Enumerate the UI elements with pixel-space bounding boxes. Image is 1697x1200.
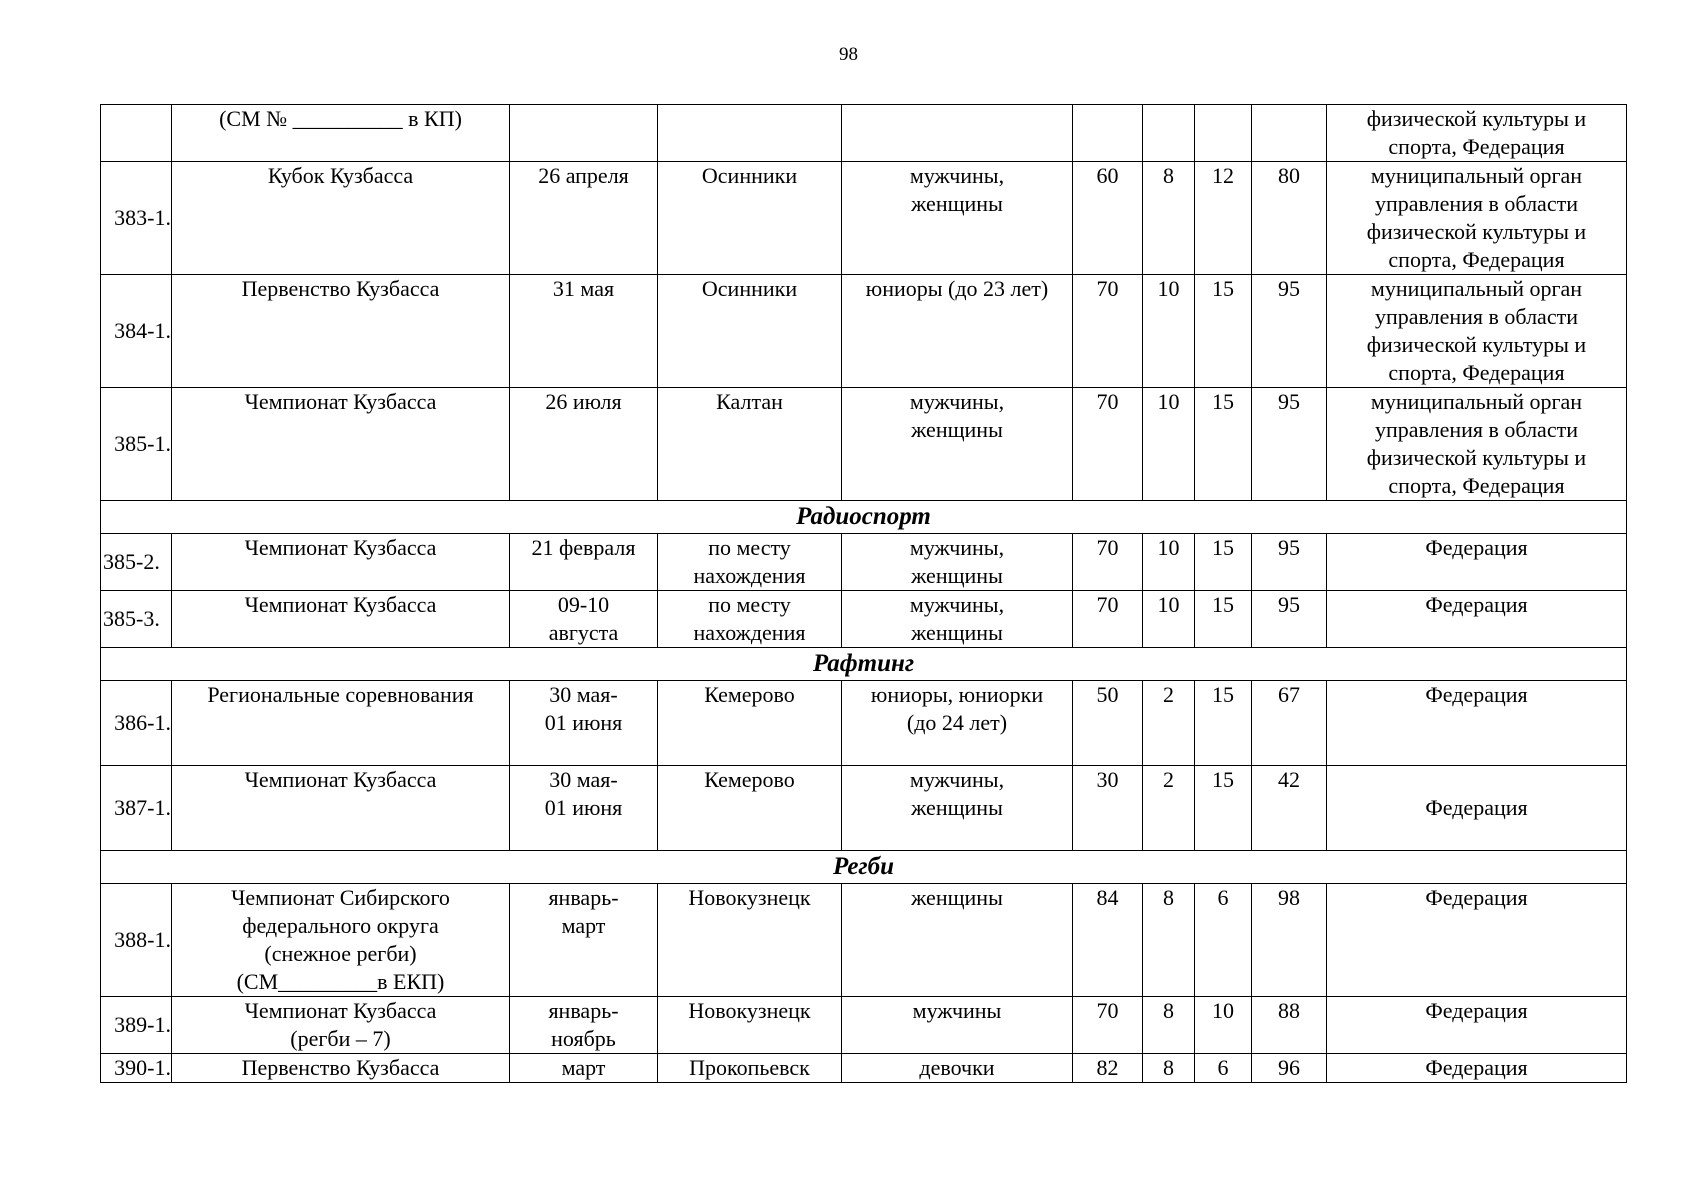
event-place-line: нахождения — [693, 620, 806, 645]
organizer — [1327, 388, 1627, 501]
table-row — [101, 1054, 1627, 1083]
count-coaches: 2 — [1143, 681, 1195, 766]
participants — [842, 766, 1073, 851]
event-place — [658, 105, 842, 162]
participants — [842, 591, 1073, 648]
count-total: 80 — [1252, 162, 1327, 275]
section-title: Рафтинг — [101, 648, 1627, 681]
row-number: 383-1. — [101, 162, 172, 275]
organizer — [1327, 591, 1627, 648]
organizer — [1327, 681, 1627, 766]
event-name — [172, 884, 510, 997]
participants-line: мужчины, — [909, 535, 1005, 560]
event-date-line: 26 июля — [545, 389, 622, 414]
event-place — [658, 388, 842, 501]
table-row — [101, 162, 1627, 275]
count-coaches: 8 — [1143, 884, 1195, 997]
event-place-line: Кемерово — [704, 682, 795, 707]
event-place — [658, 884, 842, 997]
organizer-line: Федерация — [1425, 885, 1528, 910]
event-name — [172, 162, 510, 275]
row-number: 385-2. — [101, 534, 172, 591]
event-date-line: январь- — [548, 998, 619, 1023]
organizer-line: Федерация — [1425, 998, 1528, 1023]
event-date-line: 30 мая- — [549, 767, 618, 792]
table-row — [101, 766, 1627, 851]
organizer-line: управления в области — [1375, 304, 1578, 329]
event-place-line: Осинники — [701, 163, 798, 188]
count-coaches: 10 — [1143, 275, 1195, 388]
table-row — [101, 591, 1627, 648]
participants-line: женщины — [911, 620, 1003, 645]
event-place-line: по месту — [708, 592, 791, 617]
event-place — [658, 997, 842, 1054]
participants-line: женщины — [911, 563, 1003, 588]
count-judges — [1195, 105, 1252, 162]
organizer — [1327, 1054, 1627, 1083]
participants — [842, 681, 1073, 766]
participants-line: мужчины, — [909, 592, 1005, 617]
event-name — [172, 1054, 510, 1083]
count-total: 95 — [1252, 534, 1327, 591]
count-athletes — [1073, 105, 1143, 162]
participants-line: мужчины — [912, 998, 1002, 1023]
event-name-line: Чемпионат Кузбасса — [244, 767, 437, 792]
count-total: 67 — [1252, 681, 1327, 766]
organizer-line: Федерация — [1425, 795, 1528, 820]
section-header-row — [101, 501, 1627, 534]
event-place — [658, 766, 842, 851]
count-athletes: 50 — [1073, 681, 1143, 766]
count-athletes: 70 — [1073, 997, 1143, 1054]
event-name — [172, 997, 510, 1054]
organizer-line: муниципальный орган — [1370, 163, 1583, 188]
event-date — [510, 105, 658, 162]
section-header-row — [101, 648, 1627, 681]
count-coaches: 10 — [1143, 534, 1195, 591]
event-date-line: 01 июня — [544, 710, 623, 735]
table-row — [101, 534, 1627, 591]
table-row — [101, 275, 1627, 388]
event-date — [510, 591, 658, 648]
table-row — [101, 997, 1627, 1054]
count-judges: 6 — [1195, 1054, 1252, 1083]
count-coaches: 8 — [1143, 162, 1195, 275]
count-coaches: 10 — [1143, 388, 1195, 501]
event-name-line: (СМ № __________ в КП) — [219, 106, 462, 131]
event-place-line: Осинники — [701, 276, 798, 301]
event-date-line: 01 июня — [544, 795, 623, 820]
count-judges: 6 — [1195, 884, 1252, 997]
count-total: 98 — [1252, 884, 1327, 997]
participants-line: мужчины, — [909, 163, 1005, 188]
organizer-line: Федерация — [1425, 682, 1528, 707]
event-place-line: Прокопьевск — [689, 1055, 810, 1080]
count-judges: 15 — [1195, 766, 1252, 851]
event-date — [510, 766, 658, 851]
count-judges: 10 — [1195, 997, 1252, 1054]
event-place-line: нахождения — [693, 563, 806, 588]
count-total: 95 — [1252, 275, 1327, 388]
event-date-line: августа — [548, 620, 619, 645]
row-number: 385-3. — [101, 591, 172, 648]
count-total — [1252, 105, 1327, 162]
count-coaches: 8 — [1143, 997, 1195, 1054]
section-header-row — [101, 851, 1627, 884]
count-judges: 12 — [1195, 162, 1252, 275]
row-number: 386-1. — [101, 681, 172, 766]
count-athletes: 70 — [1073, 534, 1143, 591]
count-judges: 15 — [1195, 681, 1252, 766]
event-place-line: Новокузнецк — [688, 998, 811, 1023]
count-judges: 15 — [1195, 534, 1252, 591]
table-body — [101, 105, 1627, 1083]
event-name-line: (снежное регби) — [264, 941, 417, 966]
section-title: Радиоспорт — [101, 501, 1627, 534]
event-date-line: 26 апреля — [538, 163, 629, 188]
participants — [842, 105, 1073, 162]
organizer-line: Федерация — [1425, 592, 1528, 617]
event-date-line: март — [561, 913, 606, 938]
count-total: 88 — [1252, 997, 1327, 1054]
event-name-line: Кубок Кузбасса — [267, 163, 414, 188]
count-coaches: 2 — [1143, 766, 1195, 851]
count-total: 95 — [1252, 388, 1327, 501]
organizer — [1327, 105, 1627, 162]
participants-line: юниоры (до 23 лет) — [865, 276, 1049, 301]
table-row — [101, 105, 1627, 162]
participants-line: юниоры, юниорки — [870, 682, 1044, 707]
organizer-line: муниципальный орган — [1370, 389, 1583, 414]
organizer-line: физической культуры и — [1366, 332, 1587, 357]
participants-line: женщины — [911, 417, 1003, 442]
count-coaches: 8 — [1143, 1054, 1195, 1083]
event-name — [172, 275, 510, 388]
event-name-line: Чемпионат Кузбасса — [244, 535, 437, 560]
event-place-line: Новокузнецк — [688, 885, 811, 910]
event-name — [172, 766, 510, 851]
participants-line: мужчины, — [909, 767, 1005, 792]
count-athletes: 84 — [1073, 884, 1143, 997]
event-name — [172, 591, 510, 648]
organizer-line: Федерация — [1425, 535, 1528, 560]
event-place-line: Кемерово — [704, 767, 795, 792]
participants-line: женщины — [911, 191, 1003, 216]
count-coaches: 10 — [1143, 591, 1195, 648]
participants — [842, 534, 1073, 591]
organizer-line: спорта, Федерация — [1388, 360, 1565, 385]
schedule-table — [100, 104, 1627, 1083]
table-row — [101, 884, 1627, 997]
participants-line: женщины — [911, 795, 1003, 820]
count-total: 96 — [1252, 1054, 1327, 1083]
organizer — [1327, 884, 1627, 997]
event-place — [658, 1054, 842, 1083]
table-row — [101, 388, 1627, 501]
organizer — [1327, 275, 1627, 388]
organizer — [1327, 534, 1627, 591]
organizer-line: управления в области — [1375, 417, 1578, 442]
page-number: 98 — [839, 44, 858, 65]
participants — [842, 388, 1073, 501]
count-judges: 15 — [1195, 591, 1252, 648]
event-name-line: (СМ_________в ЕКП) — [236, 969, 445, 994]
event-date — [510, 1054, 658, 1083]
event-place — [658, 162, 842, 275]
organizer-line: физической культуры и — [1366, 219, 1587, 244]
organizer-line: физической культуры и — [1366, 445, 1587, 470]
event-date-line: 21 февраля — [531, 535, 636, 560]
event-place — [658, 681, 842, 766]
organizer-line: физической культуры и — [1366, 106, 1587, 131]
event-name-line: Первенство Кузбасса — [241, 276, 440, 301]
event-date — [510, 534, 658, 591]
participants — [842, 997, 1073, 1054]
count-athletes: 70 — [1073, 275, 1143, 388]
event-place-line: Калтан — [716, 389, 783, 414]
event-place — [658, 534, 842, 591]
row-number — [101, 105, 172, 162]
table-row — [101, 681, 1627, 766]
participants — [842, 275, 1073, 388]
count-judges: 15 — [1195, 388, 1252, 501]
count-athletes: 60 — [1073, 162, 1143, 275]
event-place — [658, 275, 842, 388]
organizer-line: спорта, Федерация — [1388, 134, 1565, 159]
organizer-line: спорта, Федерация — [1388, 473, 1565, 498]
row-number: 384-1. — [101, 275, 172, 388]
event-date-line: ноябрь — [551, 1026, 616, 1051]
organizer-line: спорта, Федерация — [1388, 247, 1565, 272]
event-name — [172, 105, 510, 162]
row-number: 390-1. — [101, 1054, 172, 1083]
event-date-line: 30 мая- — [549, 682, 618, 707]
count-total: 42 — [1252, 766, 1327, 851]
event-name-line: Первенство Кузбасса — [241, 1055, 440, 1080]
event-place — [658, 591, 842, 648]
event-name-line: Чемпионат Сибирского — [231, 885, 450, 910]
event-date — [510, 388, 658, 501]
organizer-line: управления в области — [1375, 191, 1578, 216]
count-athletes: 30 — [1073, 766, 1143, 851]
organizer — [1327, 766, 1627, 851]
count-athletes: 82 — [1073, 1054, 1143, 1083]
event-name — [172, 534, 510, 591]
organizer-line: Федерация — [1425, 1055, 1528, 1080]
event-date — [510, 275, 658, 388]
participants-line: (до 24 лет) — [906, 710, 1008, 735]
event-date-line: январь- — [548, 885, 619, 910]
event-name-line: Чемпионат Кузбасса — [244, 592, 437, 617]
event-date — [510, 997, 658, 1054]
event-date-line: март — [561, 1055, 606, 1080]
section-title: Регби — [101, 851, 1627, 884]
event-date — [510, 681, 658, 766]
event-date-line: 31 мая — [552, 276, 615, 301]
count-coaches — [1143, 105, 1195, 162]
event-name — [172, 681, 510, 766]
event-name-line: (регби – 7) — [290, 1026, 391, 1051]
participants-line: девочки — [919, 1055, 995, 1080]
count-total: 95 — [1252, 591, 1327, 648]
participants-line: мужчины, — [909, 389, 1005, 414]
participants-line: женщины — [911, 885, 1003, 910]
count-athletes: 70 — [1073, 388, 1143, 501]
row-number: 387-1. — [101, 766, 172, 851]
row-number: 388-1. — [101, 884, 172, 997]
event-date-line: 09-10 — [557, 592, 610, 617]
organizer — [1327, 997, 1627, 1054]
row-number: 389-1. — [101, 997, 172, 1054]
event-name-line: Чемпионат Кузбасса — [244, 998, 437, 1023]
event-date — [510, 162, 658, 275]
organizer-line: муниципальный орган — [1370, 276, 1583, 301]
row-number: 385-1. — [101, 388, 172, 501]
count-athletes: 70 — [1073, 591, 1143, 648]
event-name-line: Чемпионат Кузбасса — [244, 389, 437, 414]
count-judges: 15 — [1195, 275, 1252, 388]
event-name-line: Региональные соревнования — [207, 682, 474, 707]
event-date — [510, 884, 658, 997]
participants — [842, 884, 1073, 997]
organizer — [1327, 162, 1627, 275]
event-place-line: по месту — [708, 535, 791, 560]
event-name — [172, 388, 510, 501]
participants — [842, 162, 1073, 275]
event-name-line: федерального округа — [242, 913, 439, 938]
participants — [842, 1054, 1073, 1083]
